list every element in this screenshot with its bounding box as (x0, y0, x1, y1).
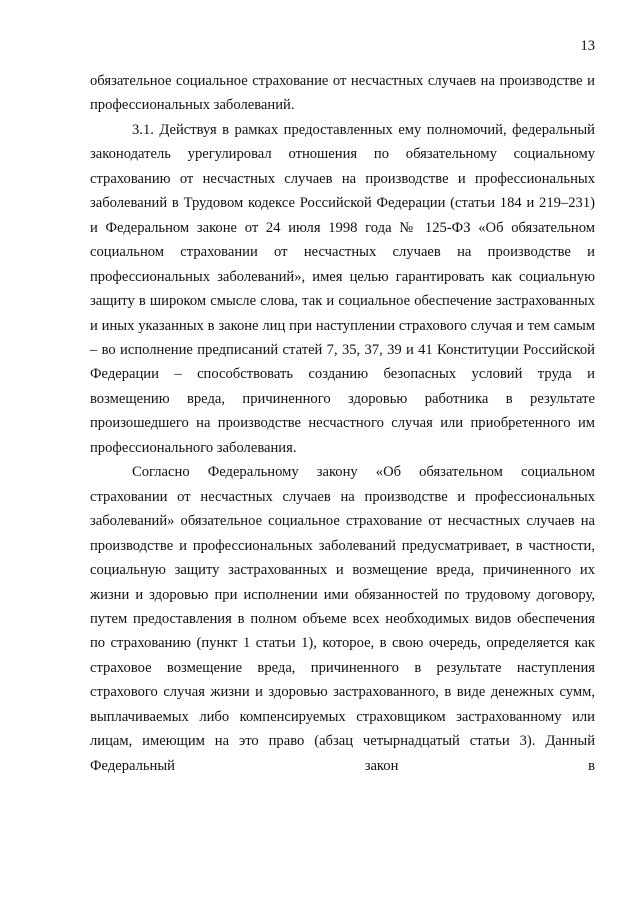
document-body (90, 69, 595, 778)
paragraph-continuation: обязательное социальное страхование от несчастных случаев на производстве и профессиональных заболеваний. (90, 73, 595, 114)
page-number: 13 (580, 38, 595, 54)
paragraph-federal-law: Согласно Федеральному закону «Об обязательном социальном страховании от несчастных случаев на производстве и профессиональных заболеваний» обязательное социальное страхование от несчастных случаев на производстве и профессиональных заболеваний предусматривает, в частности, социальную защиту застрахованных и возмещение вреда, причиненного их жизни и здоровью при исполнении ими обязанностей по трудовому договору, путем предоставления в полном объеме всех необходимых видов обеспечения по страхованию (пункт 1 статьи 1), которое, в свою очередь, определяется как страховое возмещение вреда, причиненного в результате наступления страхового случая жизни и здоровью застрахованного, в виде денежных сумм, выплачиваемых либо компенсируемых страховщиком застрахованному или лицам, имеющим на это право (абзац четырнадцатый статьи 3). Данный Федеральный закон в (90, 464, 595, 774)
paragraph-section-3-1: 3.1. Действуя в рамках предоставленных ему полномочий, федеральный законодатель урегулировал отношения по обязательному социальному страхованию от несчастных случаев на производстве и профессиональных заболеваний в Трудовом кодексе Российской Федерации (статьи 184 и 219–231) и Федеральном законе от 24 июля 1998 года № 125-ФЗ «Об обязательном социальном страховании от несчастных случаев на производстве и профессиональных заболеваний», имея целью гарантировать как социальную защиту в широком смысле слова, так и социальное обеспечение застрахованных и иных указанных в законе лиц при наступлении страхового случая и тем самым – во исполнение предписаний статей 7, 35, 37, 39 и 41 Конституции Российской Федерации – способствовать созданию безопасных условий труда и возмещению вреда, причиненного здоровью работника в результате произошедшего на производстве несчастного случая или приобретенного им профессионального заболевания. (90, 121, 595, 456)
